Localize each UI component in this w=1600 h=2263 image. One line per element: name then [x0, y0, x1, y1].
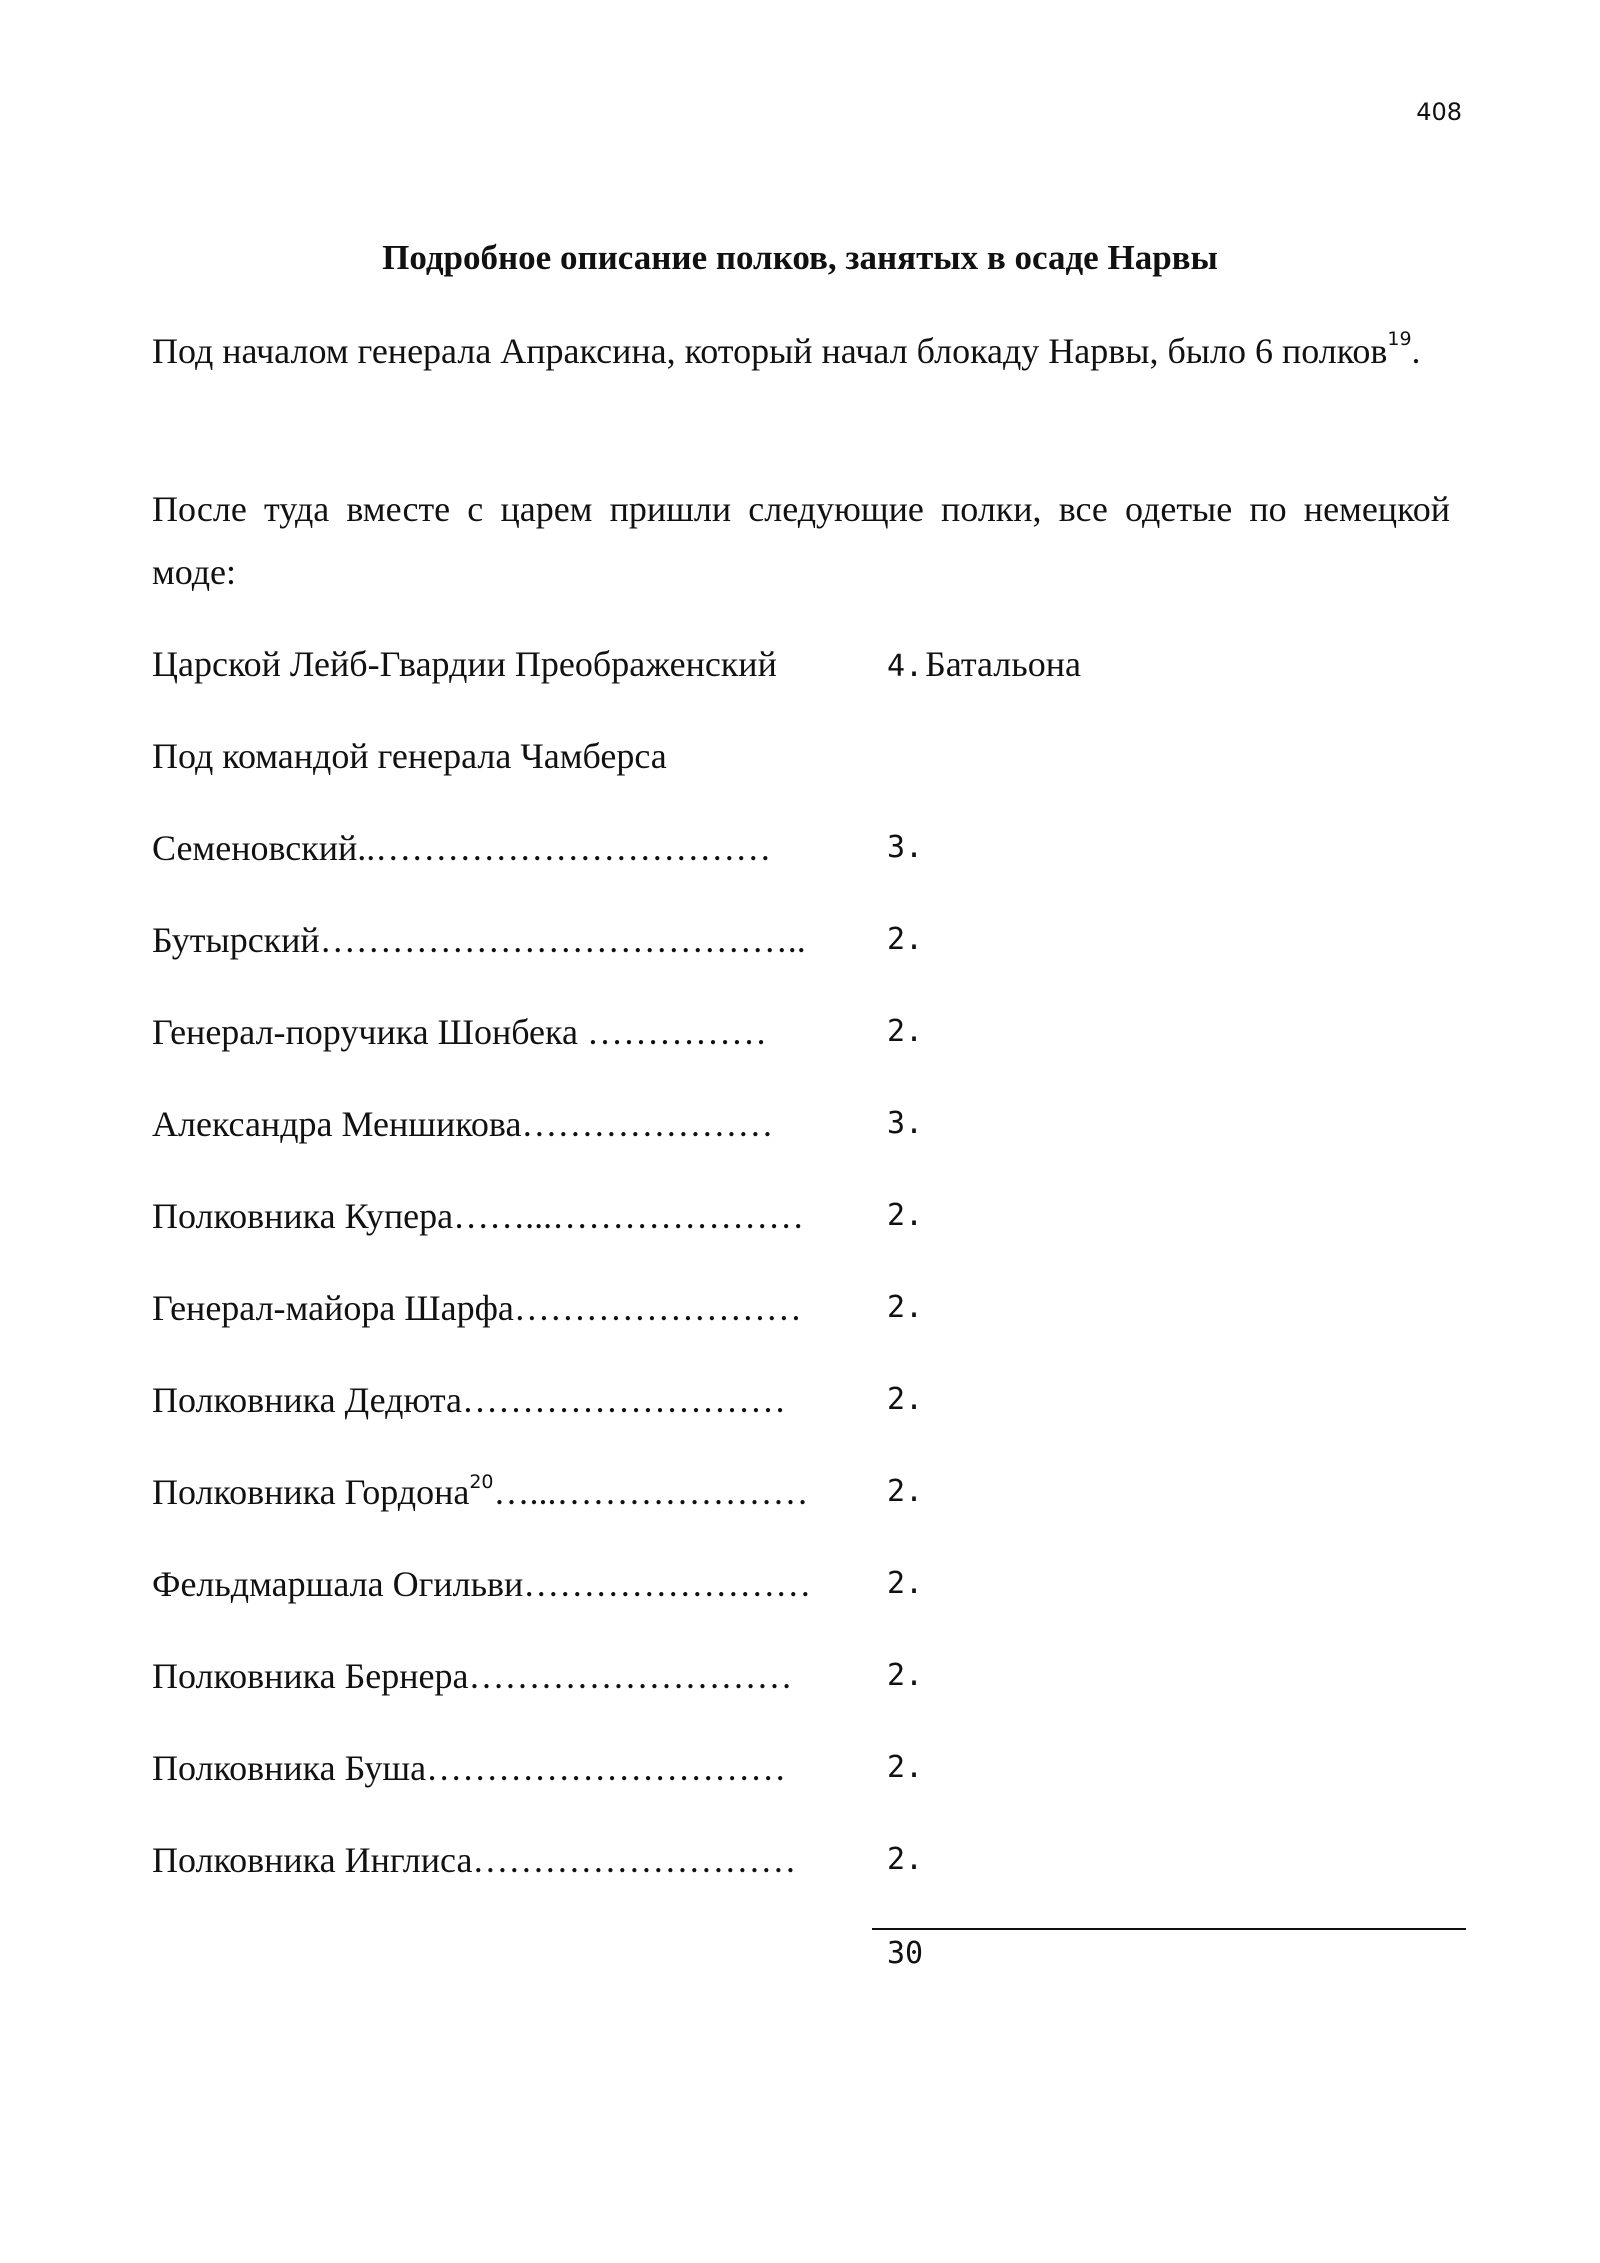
regiment-row — [152, 1646, 1452, 1706]
regiment-label: Полковника Инглиса……………………… — [152, 1840, 797, 1880]
regiment-label: Полковника Бернера……………………… — [152, 1656, 793, 1696]
regiment-count: 3. — [887, 830, 924, 865]
footnote-ref: 20 — [469, 1471, 494, 1493]
page-title: Подробное описание полков, занятых в осаде Нарвы — [382, 238, 1218, 277]
regiment-count: 2. — [887, 1750, 924, 1785]
regiment-label: Полковника Купера……...………………… — [152, 1196, 805, 1236]
regiment-count: 2. — [887, 1014, 924, 1049]
regiment-label: Генерал-майора Шарфа…………………… — [152, 1288, 802, 1328]
regiment-row — [152, 1094, 1452, 1154]
regiment-row — [152, 1738, 1452, 1798]
regiment-count: 2. — [887, 1382, 924, 1417]
regiment-row — [152, 818, 1452, 878]
regiment-label: Генерал-поручика Шонбека …………… — [152, 1012, 767, 1052]
regiment-row — [152, 1830, 1452, 1890]
regiment-label: Семеновский..…………………………… — [152, 828, 772, 868]
count-value: 4. — [887, 649, 924, 684]
total-divider — [872, 1928, 1466, 1930]
total-count: 30 — [887, 1936, 924, 1971]
regiment-count: 2. — [887, 922, 924, 957]
regiment-row — [152, 1370, 1452, 1430]
regiment-count — [887, 634, 1081, 697]
regiment-label: Александра Меншикова………………… — [152, 1104, 774, 1144]
paragraph-text: Под началом генерала Апраксина, который начал блокаду Нарвы, было 6 полков — [152, 331, 1388, 371]
regiment-row — [152, 1278, 1452, 1338]
regiment-row — [152, 726, 1452, 786]
regiment-label — [152, 1462, 809, 1528]
regiment-name: Полковника Гордона — [152, 1472, 470, 1512]
count-unit: Батальона — [925, 644, 1081, 684]
regiment-count: 2. — [887, 1658, 924, 1693]
regiment-row — [152, 634, 1452, 694]
regiment-label: Бутырский………………………………….. — [152, 920, 806, 960]
regiment-count: 2. — [887, 1842, 924, 1877]
regiment-group-label: Под командой генерала Чамберса — [152, 736, 667, 776]
paragraph-tail: . — [1411, 331, 1421, 371]
regiment-label: Полковника Буша………………………… — [152, 1748, 787, 1788]
footnote-ref: 19 — [1387, 328, 1412, 350]
regiment-label: Полковника Дедюта……………………… — [152, 1380, 786, 1420]
regiment-leader-dots: …...………………… — [493, 1472, 809, 1512]
regiment-row — [152, 1554, 1452, 1614]
regiment-count: 2. — [887, 1198, 924, 1233]
page-number: 408 — [1416, 98, 1462, 126]
regiment-row — [152, 1002, 1452, 1062]
regiment-row — [152, 1462, 1452, 1522]
paragraph-tsar-regiments: После туда вместе с царем пришли следующие полки, все одетые по немецкой моде: — [152, 489, 1450, 592]
regiment-count: 2. — [887, 1474, 924, 1509]
paragraph-apraksin — [152, 320, 1450, 389]
regiment-row — [152, 1186, 1452, 1246]
regiment-count: 2. — [887, 1290, 924, 1325]
regiment-row — [152, 910, 1452, 970]
regiment-label: Царской Лейб-Гвардии Преображенский — [152, 644, 777, 684]
regiment-label: Фельдмаршала Огильви…………………… — [152, 1564, 812, 1604]
regiment-count: 2. — [887, 1566, 924, 1601]
regiment-count: 3. — [887, 1106, 924, 1141]
